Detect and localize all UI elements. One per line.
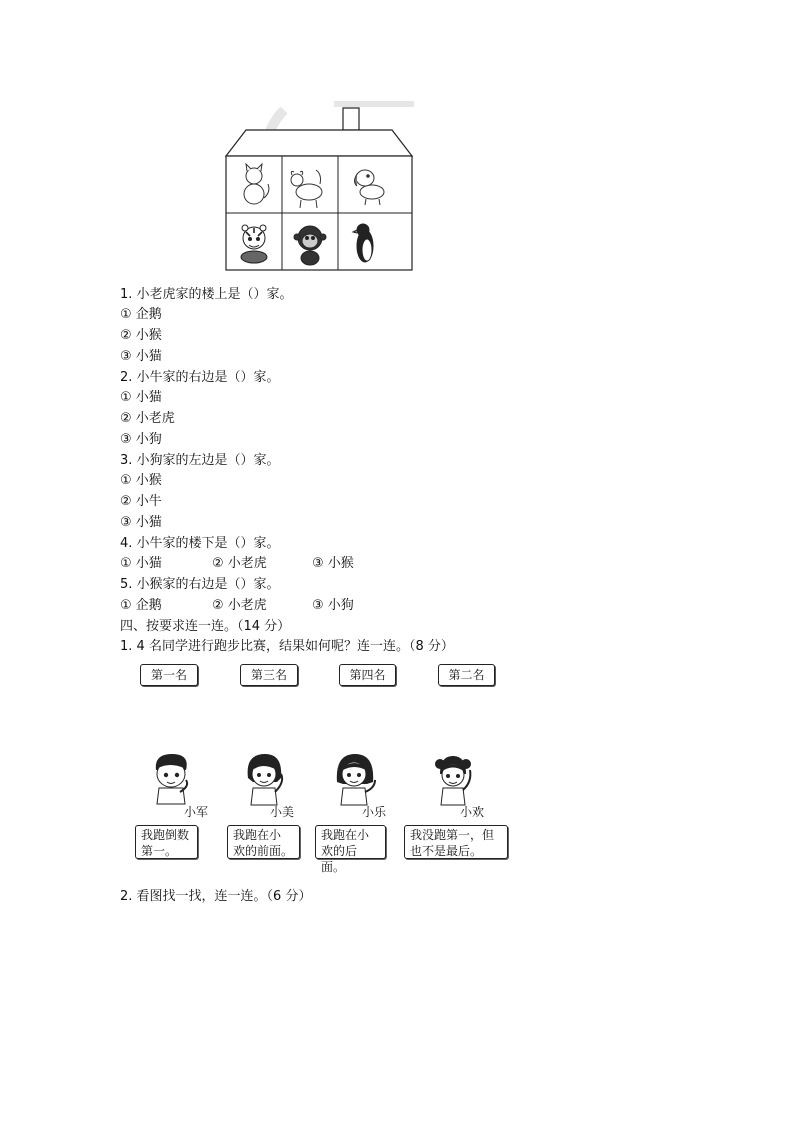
girl-xiaole-icon — [333, 752, 379, 808]
section-4-question-2: 2. 看图找一找，连一连。（6 分） — [120, 889, 312, 904]
section-4-heading: 四、按要求连一连。（14 分） — [120, 619, 291, 634]
question-4-option-2: ② 小老虎 — [212, 556, 267, 571]
question-5-option-2: ② 小老虎 — [212, 598, 267, 613]
girl-xiaomei-icon — [243, 752, 289, 808]
question-5-options — [120, 598, 354, 614]
speech-bubble-4 — [404, 825, 508, 859]
rank-box-4: 第二名 — [438, 664, 495, 686]
speech-1-line-2: 第一。 — [141, 844, 178, 858]
question-2-option-1: ① 小猫 — [120, 390, 162, 405]
kid-name-1: 小军 — [184, 805, 209, 819]
girl-xiaohuan-icon — [432, 752, 478, 808]
rank-box-2: 第三名 — [240, 664, 298, 686]
section-4-question-1: 1. 4 名同学进行跑步比赛，结果如何呢？连一连。（8 分） — [120, 639, 454, 654]
chimney — [343, 108, 359, 130]
question-1-option-2: ② 小猴 — [120, 328, 162, 343]
question-4-option-1: ① 小猫 — [120, 556, 162, 571]
boy-xiaojun-icon — [150, 752, 196, 808]
question-2-option-2: ② 小老虎 — [120, 411, 175, 426]
question-1-option-1: ① 企鹅 — [120, 307, 162, 322]
kid-name-4: 小欢 — [460, 805, 485, 819]
question-5: 5. 小猴家的右边是（）家。 — [120, 577, 280, 592]
speech-3-line-2: 欢的后面。 — [321, 844, 358, 874]
question-5-option-1: ① 企鹅 — [120, 598, 162, 613]
speech-bubble-2 — [227, 825, 300, 859]
question-4-option-3: ③ 小猴 — [312, 556, 354, 571]
question-4-options — [120, 556, 354, 572]
rank-box-3: 第四名 — [339, 664, 396, 686]
speech-3-line-1: 我跑在小 — [321, 828, 370, 842]
question-1-option-3: ③ 小猫 — [120, 349, 162, 364]
rank-box-1: 第一名 — [140, 664, 198, 686]
speech-4-line-1: 我没跑第一，但 — [410, 828, 495, 842]
question-3-option-1: ① 小猴 — [120, 473, 162, 488]
speech-bubble-1 — [135, 825, 198, 859]
roof — [226, 130, 412, 156]
question-3-option-2: ② 小牛 — [120, 494, 162, 509]
question-2-option-3: ③ 小狗 — [120, 432, 162, 447]
question-1: 1. 小老虎家的楼上是（）家。 — [120, 287, 293, 302]
kid-name-3: 小乐 — [362, 805, 387, 819]
speech-4-line-2: 也不是最后。 — [410, 844, 483, 858]
question-5-option-3: ③ 小狗 — [312, 598, 354, 613]
question-3: 3. 小狗家的左边是（）家。 — [120, 453, 280, 468]
question-2: 2. 小牛家的右边是（）家。 — [120, 370, 280, 385]
speech-bubble-3 — [315, 825, 386, 874]
speech-2-line-1: 我跑在小 — [233, 828, 282, 842]
question-4: 4. 小牛家的楼下是（）家。 — [120, 536, 280, 551]
speech-2-line-2: 欢的前面。 — [233, 844, 294, 858]
animal-house-figure — [224, 100, 414, 272]
speech-1-line-1: 我跑倒数 — [141, 828, 190, 842]
kid-name-2: 小美 — [270, 805, 295, 819]
question-3-option-3: ③ 小猫 — [120, 515, 162, 530]
tiger-icon — [241, 225, 267, 263]
